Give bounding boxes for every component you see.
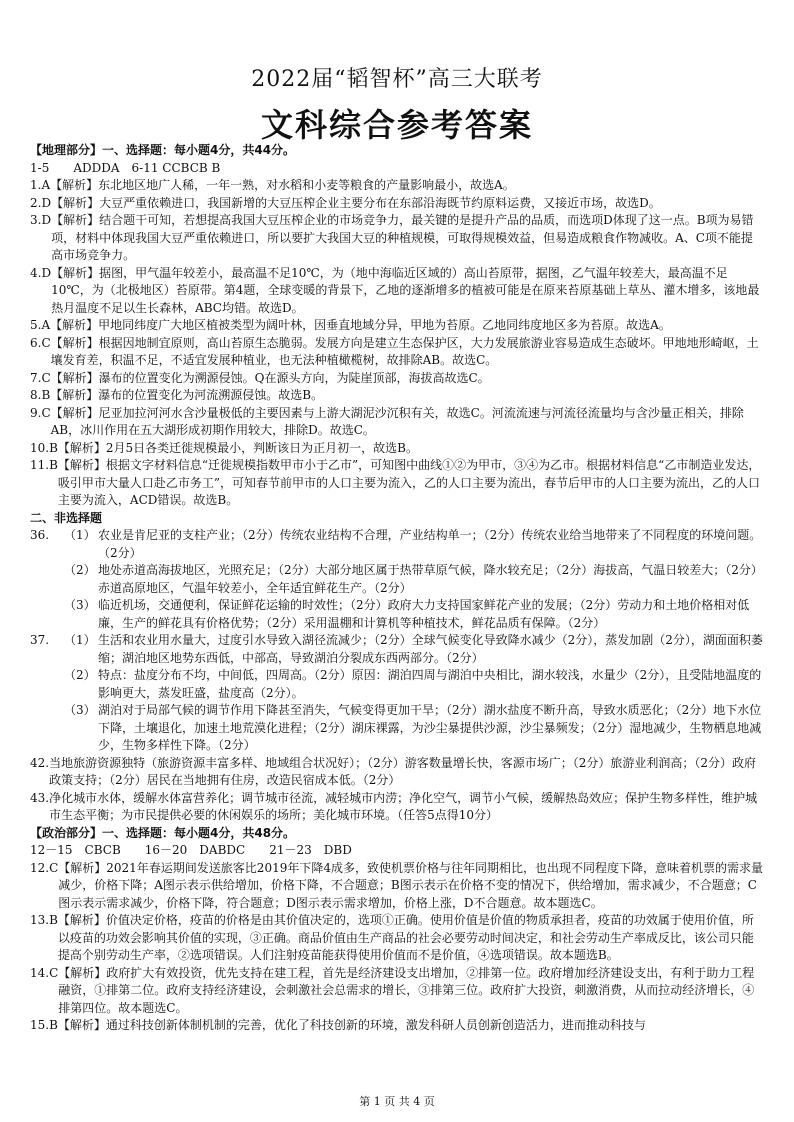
sub-number: （3） — [64, 703, 96, 717]
sub-answer-text: 地处赤道高海拔地区，光照充足；（2分）大部分地区属于热带草原气候，降水较充足；（2分）海拔高，气温日较差大；（2分）赤道高原地区，气温年较差小，全年适宜鲜花生产。（2分） — [98, 563, 763, 595]
exam-title: 2022届“韬智杯”高三大联考 — [251, 67, 543, 92]
answer-number: 1.A — [30, 178, 51, 192]
answer-number: 12.C — [30, 860, 59, 875]
geo-answer-key: 1-5 ADDDA 6-11 CCBCB B — [30, 160, 221, 175]
answer-explanation: 【解析】根据文字材料信息“迁徙规模指数甲市小于乙市”，可知图中曲线①②为甲市，③④为乙市。根据材料信息“乙市制造业发达，吸引甲市大量人口赴乙市务工”，可知春节前甲市的人口主要为流入，乙的人口主要为流出，春节后甲市的人口主要为流出，乙的人口主要为流入，ACD错误。故选B。 — [57, 458, 761, 507]
answer-number: 14.C — [30, 965, 59, 980]
question-43 — [30, 790, 764, 825]
answer-explanation: 【解析】尼亚加拉河河水含沙量极低的主要因素与上游大湖泥沙沉积有关，故选C。河流流速与河流径流量均与含沙量正相关，排除AB，冰川作用在五大湖形成初期作用较大，排除D。故选C。 — [50, 405, 744, 437]
answer-item — [30, 265, 764, 318]
answer-item — [30, 177, 764, 195]
answer-number: 7.C — [30, 370, 51, 385]
answer-number: 11.B — [30, 458, 58, 472]
answer-number: 3.D — [30, 213, 52, 227]
answer-item — [30, 370, 764, 388]
question-number: 42. — [30, 755, 50, 770]
answer-explanation: 【解析】政府扩大有效投资，优先支持在建工程，首先是经济建设支出增加，②排第一位。政府增加经济建设支出，有利于助力工程融资，①排第二位。政府支持经济建设，会刺激社会总需求的增长，③排第三位。政府扩大投资，刺激消费，从而拉动经济增长，④排第四位。故本题选C。 — [58, 965, 755, 1015]
answer-explanation: 【解析】东北地区地广人稀，一年一熟，对水稻和小麦等粮食的产量影响最小，故选A。 — [50, 178, 515, 192]
document-title: 文科综合参考答案 — [260, 106, 533, 144]
question-37 — [30, 632, 764, 755]
answer-explanation: 【解析】价值决定价格，疫苗的价格是由其价值决定的，选项①正确。使用价值是价值的物质承担者，疫苗的功效属于使用价值，所以疫苗的功效会影响其价值的实现，③正确。商品价值由生产商品的社会必要劳动时间决定，和社会劳动生产率成反比，该公司只能提高个别劳动生产率，②选项错误。人们注射疫苗能获得使用价值而不是价值，④选项错误。故本题选B。 — [57, 913, 754, 962]
answer-number: 9.C — [30, 405, 51, 420]
answer-item — [30, 440, 764, 458]
answer-item — [30, 212, 764, 265]
answer-explanation: 【解析】通过科技创新体制机制的完善，优化了科技创新的环境，激发科研人员创新创造活力，进而推动科技与 — [57, 1018, 646, 1032]
sub-answer-text: 湖泊对于局部气候的调节作用下降甚至消失，气候变得更加干旱；（2分）湖水盐度不断升高，导致水质恶化；（2分）地下水位下降，土壤退化，加速土地荒漠化进程；（2分）湖床裸露，为沙尘暴提供沙源，沙尘暴频发；（2分）湿地减少，生物栖息地减少，生物多样性下降。（2分） — [98, 703, 762, 752]
geo-section-title: 【地理部分】一、选择题：每小题4分，共44分。 — [30, 143, 296, 157]
question-number: 43. — [30, 790, 50, 805]
answer-item — [30, 457, 764, 510]
sub-answer — [64, 667, 764, 702]
sub-number: （1） — [64, 528, 96, 542]
answer-number: 8.B — [30, 388, 51, 402]
sub-answer-text: 生活和农业用水量大，过度引水导致入湖径流减少；（2分）全球气候变化导致降水减少（2分），蒸发加剧（2分），湖面面积萎缩；湖泊地区地势东西低，中部高，导致湖泊分裂成东西两部分。（2分） — [98, 633, 763, 665]
answer-explanation: 【解析】甲地同纬度广大地区植被类型为阔叶林，因垂直地域分异，甲地为苔原。乙地同纬度地区多为苔原。故选A。 — [50, 318, 671, 332]
answer-explanation: 【解析】大豆严重依赖进口，我国新增的大豆压榨企业主要分布在东部沿海既节约原料运费，又接近市场，故选D。 — [51, 195, 661, 210]
answer-item — [30, 335, 764, 370]
geo-part2-title: 二、非选择题 — [30, 510, 103, 525]
answer-explanation: 【解析】据图，甲气温年较差小，最高温不足10℃，为（地中海临近区域的）高山苔原带，据图，乙气温年较差大，最高温不足10℃，为（北极地区）苔原带。第4题，全球变暖的背景下，乙地的逐渐增多的植被可能是在原来苔原基础上草丛、灌木增多，该地最热月温度不足以生长森林，ABC均错。故选D。 — [51, 265, 760, 315]
answer-item — [30, 912, 764, 965]
answer-number: 10.B — [30, 440, 58, 455]
answer-explanation: 【解析】2月5日各类迁徙规模最小，判断该日为正月初一，故选B。 — [57, 440, 418, 455]
answer-explanation: 【解析】瀑布的位置变化为溯源侵蚀。Q在源头方向，为陡崖顶部，海拔高故选C。 — [50, 370, 490, 385]
answer-explanation: 【解析】瀑布的位置变化为河流溯源侵蚀。故选B。 — [50, 388, 324, 402]
question-number: 37. — [30, 633, 50, 647]
page-footer: 第 1 页 共 4 页 — [359, 1095, 435, 1108]
sub-answer — [64, 527, 764, 562]
sub-answer-text: 特点：盐度分布不均，中间低，四周高。（2分）原因：湖泊四周与湖泊中央相比，湖水较浅，水量少（2分），且受陆地温度的影响更大，蒸发旺盛，盐度高（2分）。 — [98, 668, 762, 700]
sub-answer-text: 临近机场，交通便利，保证鲜花运输的时效性；（2分）政府大力支持国家鲜花产业的发展；（2分）劳动力和土地价格相对低廉，生产的鲜花具有价格优势；（2分）采用温棚和计算机等种植技术，鲜花品质有保障。（2分） — [98, 598, 750, 630]
answer-explanation: 净化城市水体，缓解水体富营养化；调节城市径流，减轻城市内涝；净化空气，调节小气候，缓解热岛效应；保护生物多样性，维护城市生态平衡；为市民提供必要的休闲娱乐的场所；美化城市环境。（任答5点得10分） — [49, 790, 758, 822]
question-36 — [30, 527, 764, 632]
answer-item — [30, 860, 764, 913]
answer-item — [30, 387, 764, 405]
sub-answer — [64, 632, 764, 667]
answer-number: 2.D — [30, 195, 52, 210]
content-body — [30, 142, 764, 1035]
sub-answer — [64, 702, 764, 755]
question-number: 36. — [30, 528, 50, 542]
answer-number: 13.B — [30, 913, 58, 927]
answer-explanation: 当地旅游资源独特（旅游资源丰富多样、地域组合状况好）；（2分）游客数量增长快，客源市场广；（2分）旅游业利润高；（2分）政府政策支持；（2分）居民在当地拥有住房，改造民宿成本低。（2分） — [49, 755, 757, 787]
answer-explanation: 【解析】结合题干可知，若想提高我国大豆压榨企业的市场竞争力，最关键的是提升产品的品质，而选项D体现了这一点。B项为易错项，材料中体现我国大豆严重依赖进口，所以要扩大我国大豆的种植规模，可取得规模效益，但易造成粮食作物减收。A、C项不能提高市场竞争力。 — [51, 213, 754, 262]
answer-item — [30, 405, 764, 440]
answer-explanation: 【解析】根据因地制宜原则，高山苔原生态脆弱。发展方向是建立生态保护区，大力发展旅游业容易造成生态破坏。甲地地形崎岖，土壤发育差，积温不足，不适宜发展种植业，也无法种植橄榄树，故排除AB。故选C。 — [50, 335, 759, 367]
answer-item — [30, 317, 764, 335]
answer-item — [30, 965, 764, 1018]
sub-answer — [64, 562, 764, 597]
sub-number: （2） — [64, 668, 96, 682]
answer-item — [30, 195, 764, 213]
pol-section-title: 【政治部分】一、选择题：每小题4分，共48分。 — [30, 825, 296, 840]
sub-number: （1） — [64, 633, 96, 647]
answer-number: 4.D — [30, 265, 52, 280]
answer-number: 5.A — [30, 318, 51, 332]
pol-answer-key: 12－15 CBCB 16－20 DABDC 21－23 DBD — [30, 843, 352, 857]
answer-number: 15.B — [30, 1018, 58, 1032]
question-42 — [30, 755, 764, 790]
answer-explanation: 【解析】2021年春运期间发送旅客比2019年下降4成多，致使机票价格与往年同期相比，也出现不同程度下降，意味着机票的需求量减少，价格下降；A图示表示供给增加，价格下降，不合题意；B图示表示在价格不变的情况下，供给增加，需求减少，不合题意；C图示表示需求减少，价格下降，符合题意；D图示表示需求增加，价格上涨，D不合题意。故本题选C。 — [58, 860, 763, 910]
sub-answer-text: 农业是肯尼亚的支柱产业；（2分）传统农业结构不合理，产业结构单一；（2分）传统农业给当地带来了不同程度的环境问题。（2分） — [98, 528, 762, 560]
sub-number: （2） — [64, 563, 96, 577]
answer-number: 6.C — [30, 335, 51, 350]
answer-item — [30, 1017, 764, 1035]
sub-answer — [64, 597, 764, 632]
sub-number: （3） — [64, 598, 96, 612]
